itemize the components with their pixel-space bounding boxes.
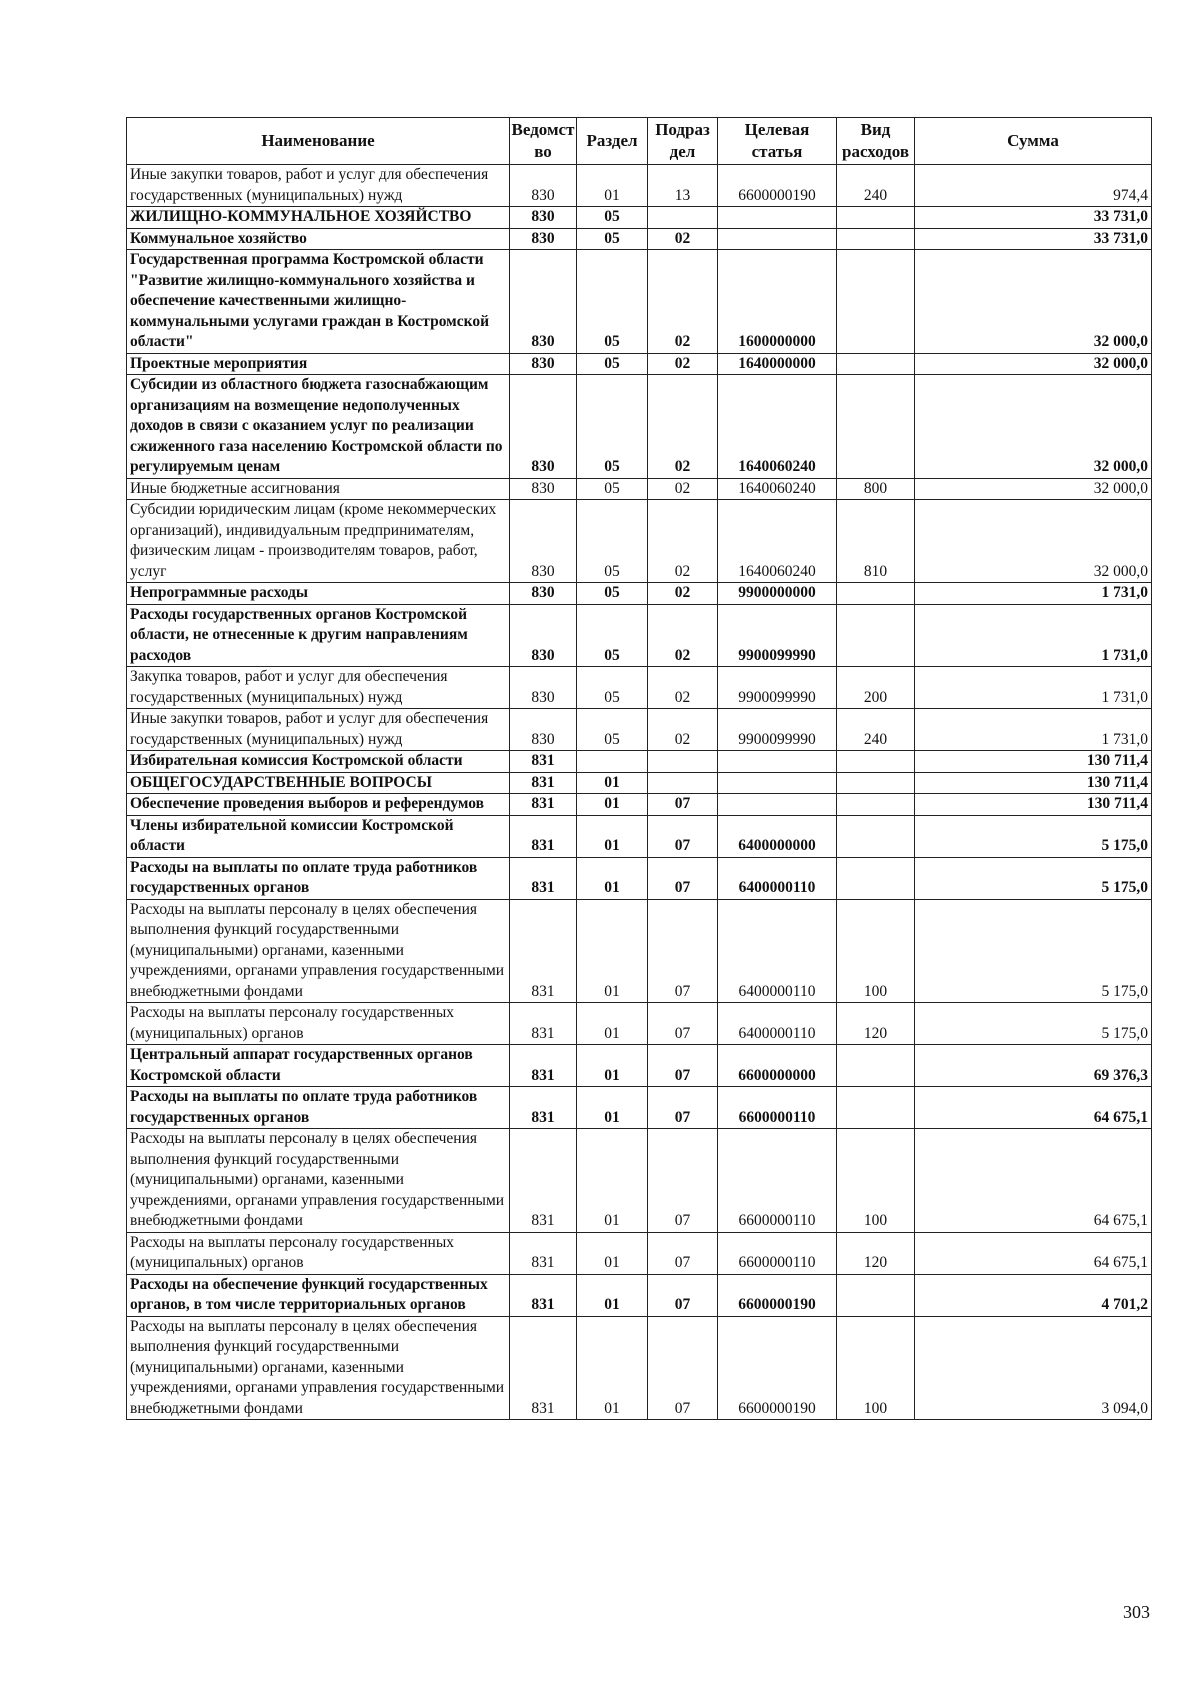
row-vid bbox=[837, 353, 915, 375]
row-podrazdel: 07 bbox=[648, 1232, 718, 1274]
row-vedomstvo: 831 bbox=[510, 751, 577, 773]
row-vedomstvo: 830 bbox=[510, 375, 577, 479]
table-header bbox=[127, 118, 1152, 165]
row-sum: 1 731,0 bbox=[915, 583, 1152, 605]
row-podrazdel: 07 bbox=[648, 815, 718, 857]
row-razdel: 05 bbox=[577, 478, 648, 500]
row-article: 9900000000 bbox=[718, 583, 837, 605]
row-vedomstvo: 830 bbox=[510, 500, 577, 583]
row-podrazdel: 07 bbox=[648, 899, 718, 1003]
row-vid: 240 bbox=[837, 165, 915, 207]
header-vid: Вид расходов bbox=[837, 118, 915, 165]
row-sum: 32 000,0 bbox=[915, 478, 1152, 500]
row-vid bbox=[837, 1087, 915, 1129]
row-article: 6400000110 bbox=[718, 857, 837, 899]
row-razdel: 05 bbox=[577, 228, 648, 250]
row-article bbox=[718, 228, 837, 250]
row-vedomstvo: 831 bbox=[510, 1045, 577, 1087]
table-row bbox=[127, 772, 1152, 794]
row-name: Коммунальное хозяйство bbox=[127, 228, 510, 250]
row-sum: 130 711,4 bbox=[915, 772, 1152, 794]
row-article: 6600000190 bbox=[718, 1274, 837, 1316]
row-vid: 240 bbox=[837, 709, 915, 751]
row-article: 6600000190 bbox=[718, 1316, 837, 1420]
table-row bbox=[127, 604, 1152, 667]
row-sum: 32 000,0 bbox=[915, 375, 1152, 479]
row-name: Расходы на выплаты персоналу в целях обеспечения выполнения функций государственными (муниципальными) органами, казенными учреждениями, органами управления государственными внебюджетными фондами bbox=[127, 899, 510, 1003]
row-article: 9900099990 bbox=[718, 667, 837, 709]
row-name: Субсидии из областного бюджета газоснабжающим организациям на возмещение недополученных доходов в связи с оказанием услуг по реализации сжиженного газа населению Костромской области по регулируемым ценам bbox=[127, 375, 510, 479]
row-name: Иные закупки товаров, работ и услуг для обеспечения государственных (муниципальных) нужд bbox=[127, 165, 510, 207]
table-row bbox=[127, 478, 1152, 500]
row-vedomstvo: 831 bbox=[510, 1316, 577, 1420]
row-name: Расходы на выплаты персоналу в целях обеспечения выполнения функций государственными (муниципальными) органами, казенными учреждениями, органами управления государственными внебюджетными фондами bbox=[127, 1129, 510, 1233]
row-podrazdel: 02 bbox=[648, 583, 718, 605]
row-article: 1640000000 bbox=[718, 353, 837, 375]
row-podrazdel: 13 bbox=[648, 165, 718, 207]
row-vedomstvo: 831 bbox=[510, 857, 577, 899]
row-vid: 800 bbox=[837, 478, 915, 500]
header-podrazdel: Подраз дел bbox=[648, 118, 718, 165]
row-name: Расходы на выплаты персоналу государственных (муниципальных) органов bbox=[127, 1232, 510, 1274]
row-vid bbox=[837, 604, 915, 667]
row-article: 6400000110 bbox=[718, 899, 837, 1003]
row-article: 1600000000 bbox=[718, 250, 837, 354]
row-vid bbox=[837, 1045, 915, 1087]
table-row bbox=[127, 250, 1152, 354]
table-row bbox=[127, 165, 1152, 207]
row-sum: 64 675,1 bbox=[915, 1087, 1152, 1129]
table-row bbox=[127, 375, 1152, 479]
row-podrazdel: 02 bbox=[648, 667, 718, 709]
row-razdel: 05 bbox=[577, 353, 648, 375]
row-vedomstvo: 830 bbox=[510, 667, 577, 709]
header-vedomstvo: Ведомст во bbox=[510, 118, 577, 165]
row-razdel: 05 bbox=[577, 207, 648, 229]
row-vedomstvo: 830 bbox=[510, 228, 577, 250]
row-sum: 974,4 bbox=[915, 165, 1152, 207]
row-name: Расходы государственных органов Костромской области, не отнесенные к другим направлениям расходов bbox=[127, 604, 510, 667]
row-sum: 64 675,1 bbox=[915, 1232, 1152, 1274]
row-podrazdel: 07 bbox=[648, 1274, 718, 1316]
row-vid bbox=[837, 857, 915, 899]
row-podrazdel: 02 bbox=[648, 250, 718, 354]
row-razdel: 01 bbox=[577, 857, 648, 899]
row-vedomstvo: 830 bbox=[510, 165, 577, 207]
row-article: 9900099990 bbox=[718, 604, 837, 667]
row-article: 1640060240 bbox=[718, 478, 837, 500]
row-name: Закупка товаров, работ и услуг для обеспечения государственных (муниципальных) нужд bbox=[127, 667, 510, 709]
row-vedomstvo: 831 bbox=[510, 1087, 577, 1129]
row-sum: 1 731,0 bbox=[915, 604, 1152, 667]
row-name: Расходы на выплаты по оплате труда работников государственных органов bbox=[127, 857, 510, 899]
row-sum: 130 711,4 bbox=[915, 751, 1152, 773]
row-podrazdel: 07 bbox=[648, 1129, 718, 1233]
row-vid bbox=[837, 815, 915, 857]
row-name: Непрограммные расходы bbox=[127, 583, 510, 605]
table-row bbox=[127, 1232, 1152, 1274]
row-vid: 100 bbox=[837, 1316, 915, 1420]
row-vid bbox=[837, 794, 915, 816]
table-row bbox=[127, 1316, 1152, 1420]
table-row bbox=[127, 1003, 1152, 1045]
row-sum: 33 731,0 bbox=[915, 207, 1152, 229]
row-sum: 69 376,3 bbox=[915, 1045, 1152, 1087]
row-name: Иные бюджетные ассигнования bbox=[127, 478, 510, 500]
row-name: Обеспечение проведения выборов и референдумов bbox=[127, 794, 510, 816]
row-name: Расходы на обеспечение функций государственных органов, в том числе территориальных органов bbox=[127, 1274, 510, 1316]
row-razdel: 01 bbox=[577, 1129, 648, 1233]
table-row bbox=[127, 1274, 1152, 1316]
row-vid bbox=[837, 583, 915, 605]
row-sum: 1 731,0 bbox=[915, 709, 1152, 751]
row-podrazdel: 02 bbox=[648, 375, 718, 479]
row-podrazdel: 02 bbox=[648, 604, 718, 667]
row-sum: 130 711,4 bbox=[915, 794, 1152, 816]
row-razdel: 01 bbox=[577, 899, 648, 1003]
row-article: 1640060240 bbox=[718, 500, 837, 583]
row-razdel: 01 bbox=[577, 165, 648, 207]
row-sum: 3 094,0 bbox=[915, 1316, 1152, 1420]
row-podrazdel: 02 bbox=[648, 500, 718, 583]
header-name: Наименование bbox=[127, 118, 510, 165]
table-row bbox=[127, 1087, 1152, 1129]
row-vid bbox=[837, 207, 915, 229]
row-vedomstvo: 831 bbox=[510, 772, 577, 794]
table-row bbox=[127, 857, 1152, 899]
row-name: ОБЩЕГОСУДАРСТВЕННЫЕ ВОПРОСЫ bbox=[127, 772, 510, 794]
row-sum: 32 000,0 bbox=[915, 353, 1152, 375]
table-row bbox=[127, 1045, 1152, 1087]
row-razdel: 01 bbox=[577, 1087, 648, 1129]
row-sum: 5 175,0 bbox=[915, 1003, 1152, 1045]
row-name: Члены избирательной комиссии Костромской области bbox=[127, 815, 510, 857]
row-vedomstvo: 830 bbox=[510, 207, 577, 229]
row-podrazdel: 07 bbox=[648, 794, 718, 816]
row-razdel: 05 bbox=[577, 250, 648, 354]
row-vedomstvo: 830 bbox=[510, 353, 577, 375]
row-razdel: 01 bbox=[577, 1316, 648, 1420]
row-name: Избирательная комиссия Костромской области bbox=[127, 751, 510, 773]
row-article: 6400000000 bbox=[718, 815, 837, 857]
row-article: 6600000000 bbox=[718, 1045, 837, 1087]
row-podrazdel bbox=[648, 751, 718, 773]
row-vid: 810 bbox=[837, 500, 915, 583]
row-article bbox=[718, 751, 837, 773]
row-razdel bbox=[577, 751, 648, 773]
table-row bbox=[127, 899, 1152, 1003]
row-podrazdel: 02 bbox=[648, 353, 718, 375]
table-row bbox=[127, 794, 1152, 816]
table-row bbox=[127, 207, 1152, 229]
row-vid bbox=[837, 772, 915, 794]
row-name: Проектные мероприятия bbox=[127, 353, 510, 375]
table-body bbox=[127, 165, 1152, 1420]
row-razdel: 05 bbox=[577, 667, 648, 709]
row-razdel: 01 bbox=[577, 794, 648, 816]
row-article: 6600000110 bbox=[718, 1232, 837, 1274]
row-vedomstvo: 830 bbox=[510, 604, 577, 667]
row-razdel: 01 bbox=[577, 1232, 648, 1274]
row-article: 6600000110 bbox=[718, 1129, 837, 1233]
table-row bbox=[127, 751, 1152, 773]
row-vid: 120 bbox=[837, 1232, 915, 1274]
row-sum: 64 675,1 bbox=[915, 1129, 1152, 1233]
row-sum: 5 175,0 bbox=[915, 815, 1152, 857]
row-sum: 32 000,0 bbox=[915, 250, 1152, 354]
row-vedomstvo: 830 bbox=[510, 250, 577, 354]
row-sum: 5 175,0 bbox=[915, 899, 1152, 1003]
table-row bbox=[127, 228, 1152, 250]
row-name: Государственная программа Костромской области "Развитие жилищно-коммунального хозяйства и обеспечение качественными жилищно-коммунальными услугами граждан в Костромской области" bbox=[127, 250, 510, 354]
header-razdel: Раздел bbox=[577, 118, 648, 165]
row-podrazdel bbox=[648, 207, 718, 229]
row-podrazdel: 02 bbox=[648, 709, 718, 751]
row-razdel: 05 bbox=[577, 375, 648, 479]
row-podrazdel: 02 bbox=[648, 228, 718, 250]
row-article: 6400000110 bbox=[718, 1003, 837, 1045]
row-vedomstvo: 830 bbox=[510, 478, 577, 500]
row-sum: 1 731,0 bbox=[915, 667, 1152, 709]
table-row bbox=[127, 667, 1152, 709]
row-name: Субсидии юридическим лицам (кроме некоммерческих организаций), индивидуальным предпринимателям, физическим лицам - производителям товаров, работ, услуг bbox=[127, 500, 510, 583]
row-podrazdel: 02 bbox=[648, 478, 718, 500]
row-razdel: 01 bbox=[577, 1045, 648, 1087]
row-podrazdel: 07 bbox=[648, 1045, 718, 1087]
budget-table bbox=[126, 117, 1152, 1420]
table-row bbox=[127, 500, 1152, 583]
row-vedomstvo: 831 bbox=[510, 1232, 577, 1274]
table-row bbox=[127, 583, 1152, 605]
row-article: 6600000110 bbox=[718, 1087, 837, 1129]
row-podrazdel: 07 bbox=[648, 1003, 718, 1045]
row-vedomstvo: 831 bbox=[510, 1003, 577, 1045]
row-vedomstvo: 831 bbox=[510, 794, 577, 816]
row-sum: 32 000,0 bbox=[915, 500, 1152, 583]
row-razdel: 05 bbox=[577, 604, 648, 667]
table-row bbox=[127, 815, 1152, 857]
row-razdel: 01 bbox=[577, 815, 648, 857]
row-article: 9900099990 bbox=[718, 709, 837, 751]
row-sum: 4 701,2 bbox=[915, 1274, 1152, 1316]
row-podrazdel bbox=[648, 772, 718, 794]
row-article: 1640060240 bbox=[718, 375, 837, 479]
row-vid: 100 bbox=[837, 1129, 915, 1233]
row-razdel: 01 bbox=[577, 772, 648, 794]
row-vedomstvo: 831 bbox=[510, 1129, 577, 1233]
row-razdel: 05 bbox=[577, 500, 648, 583]
row-razdel: 05 bbox=[577, 583, 648, 605]
row-vid bbox=[837, 228, 915, 250]
header-summa: Сумма bbox=[915, 118, 1152, 165]
row-article bbox=[718, 772, 837, 794]
row-podrazdel: 07 bbox=[648, 1087, 718, 1129]
page-number: 303 bbox=[1123, 1602, 1150, 1622]
row-name: ЖИЛИЩНО-КОММУНАЛЬНОЕ ХОЗЯЙСТВО bbox=[127, 207, 510, 229]
row-name: Расходы на выплаты по оплате труда работников государственных органов bbox=[127, 1087, 510, 1129]
header-tselevaya: Целевая статья bbox=[718, 118, 837, 165]
table-row bbox=[127, 709, 1152, 751]
row-name: Расходы на выплаты персоналу в целях обеспечения выполнения функций государственными (муниципальными) органами, казенными учреждениями, органами управления государственными внебюджетными фондами bbox=[127, 1316, 510, 1420]
row-vedomstvo: 830 bbox=[510, 583, 577, 605]
row-name: Центральный аппарат государственных органов Костромской области bbox=[127, 1045, 510, 1087]
row-article bbox=[718, 207, 837, 229]
row-sum: 5 175,0 bbox=[915, 857, 1152, 899]
row-name: Иные закупки товаров, работ и услуг для обеспечения государственных (муниципальных) нужд bbox=[127, 709, 510, 751]
row-vid: 200 bbox=[837, 667, 915, 709]
row-vid bbox=[837, 250, 915, 354]
row-podrazdel: 07 bbox=[648, 857, 718, 899]
row-vedomstvo: 831 bbox=[510, 1274, 577, 1316]
row-razdel: 01 bbox=[577, 1003, 648, 1045]
row-name: Расходы на выплаты персоналу государственных (муниципальных) органов bbox=[127, 1003, 510, 1045]
row-vid: 100 bbox=[837, 899, 915, 1003]
row-vedomstvo: 831 bbox=[510, 815, 577, 857]
row-article bbox=[718, 794, 837, 816]
row-vedomstvo: 831 bbox=[510, 899, 577, 1003]
row-vid: 120 bbox=[837, 1003, 915, 1045]
row-sum: 33 731,0 bbox=[915, 228, 1152, 250]
row-vedomstvo: 830 bbox=[510, 709, 577, 751]
table-row bbox=[127, 1129, 1152, 1233]
row-podrazdel: 07 bbox=[648, 1316, 718, 1420]
row-vid bbox=[837, 375, 915, 479]
row-razdel: 01 bbox=[577, 1274, 648, 1316]
row-vid bbox=[837, 1274, 915, 1316]
row-article: 6600000190 bbox=[718, 165, 837, 207]
row-razdel: 05 bbox=[577, 709, 648, 751]
row-vid bbox=[837, 751, 915, 773]
table-row bbox=[127, 353, 1152, 375]
